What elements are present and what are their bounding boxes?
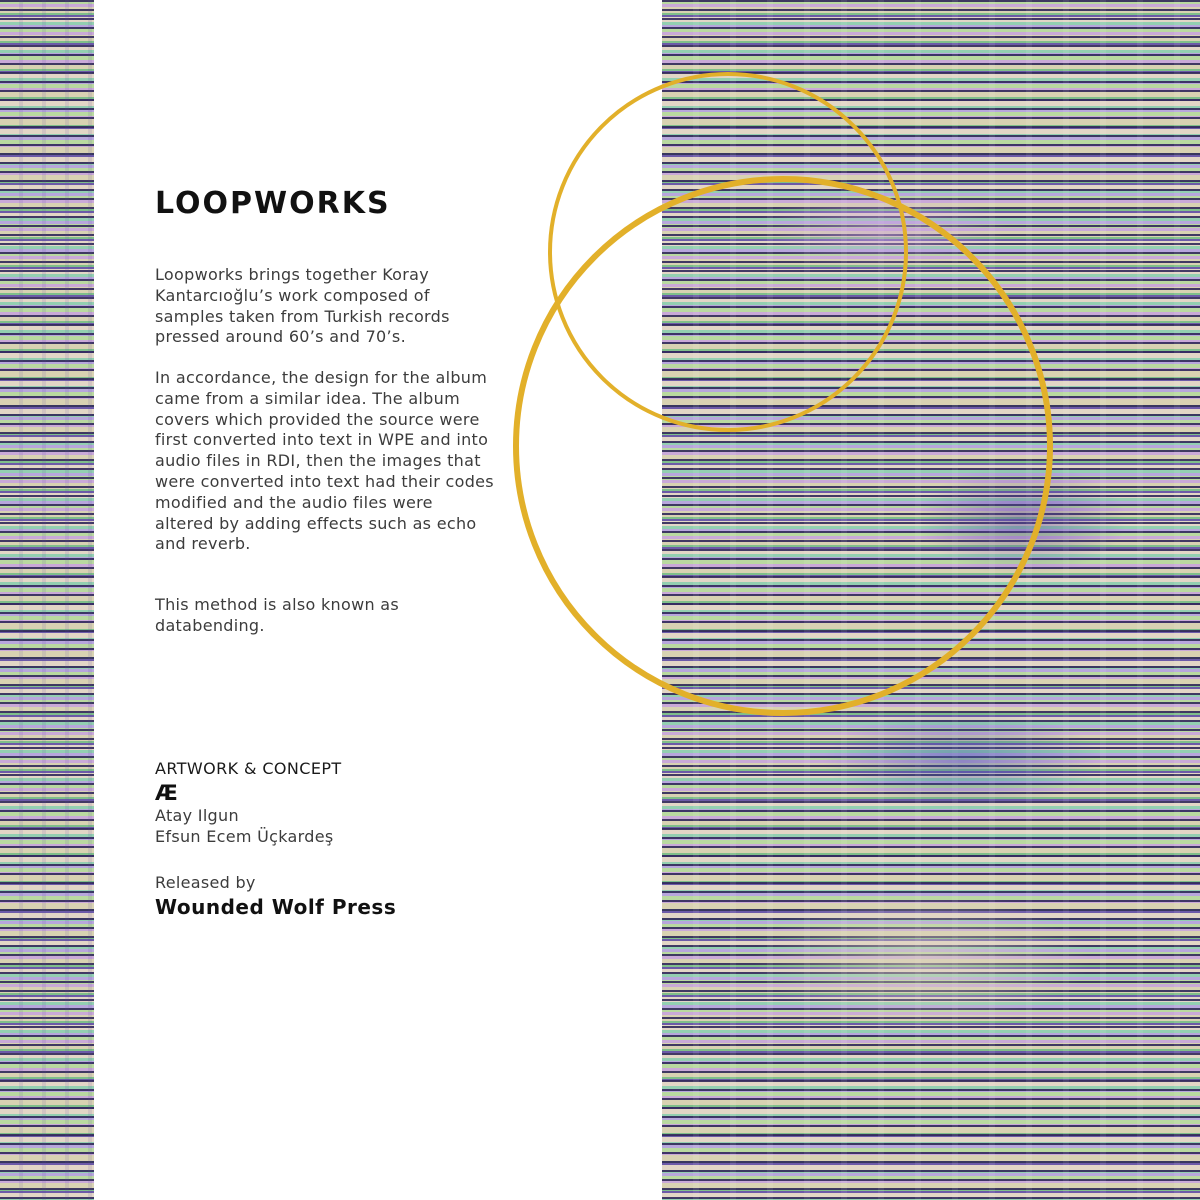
description-paragraph-3: This method is also known as databending. (155, 595, 400, 635)
description-paragraph-1: Loopworks brings together Koray Kantarcıoğlu’s work composed of samples taken from Turkish records pressed around 60’s and 70’s. (155, 265, 450, 347)
released-by-label: Released by (155, 873, 256, 892)
album-title: LOOPWORKS (155, 186, 391, 221)
ae-logo-mark: Æ (155, 781, 178, 805)
credits-heading: ARTWORK & CONCEPT (155, 759, 342, 778)
publisher-name: Wounded Wolf Press (155, 895, 397, 919)
glitch-texture-right (662, 0, 1200, 1200)
credit-name-2: Efsun Ecem Üçkardeş (155, 827, 334, 846)
description-paragraph-2: In accordance, the design for the album came from a similar idea. The album covers which provided the source were first converted into text in WPE and into audio files in RDI, then the images that were converted into text had their codes modified and the audio files were altered by adding effects such as echo and reverb. (155, 368, 494, 554)
credit-name-1: Atay Ilgun (155, 806, 239, 825)
glitch-texture-left (0, 0, 94, 1200)
